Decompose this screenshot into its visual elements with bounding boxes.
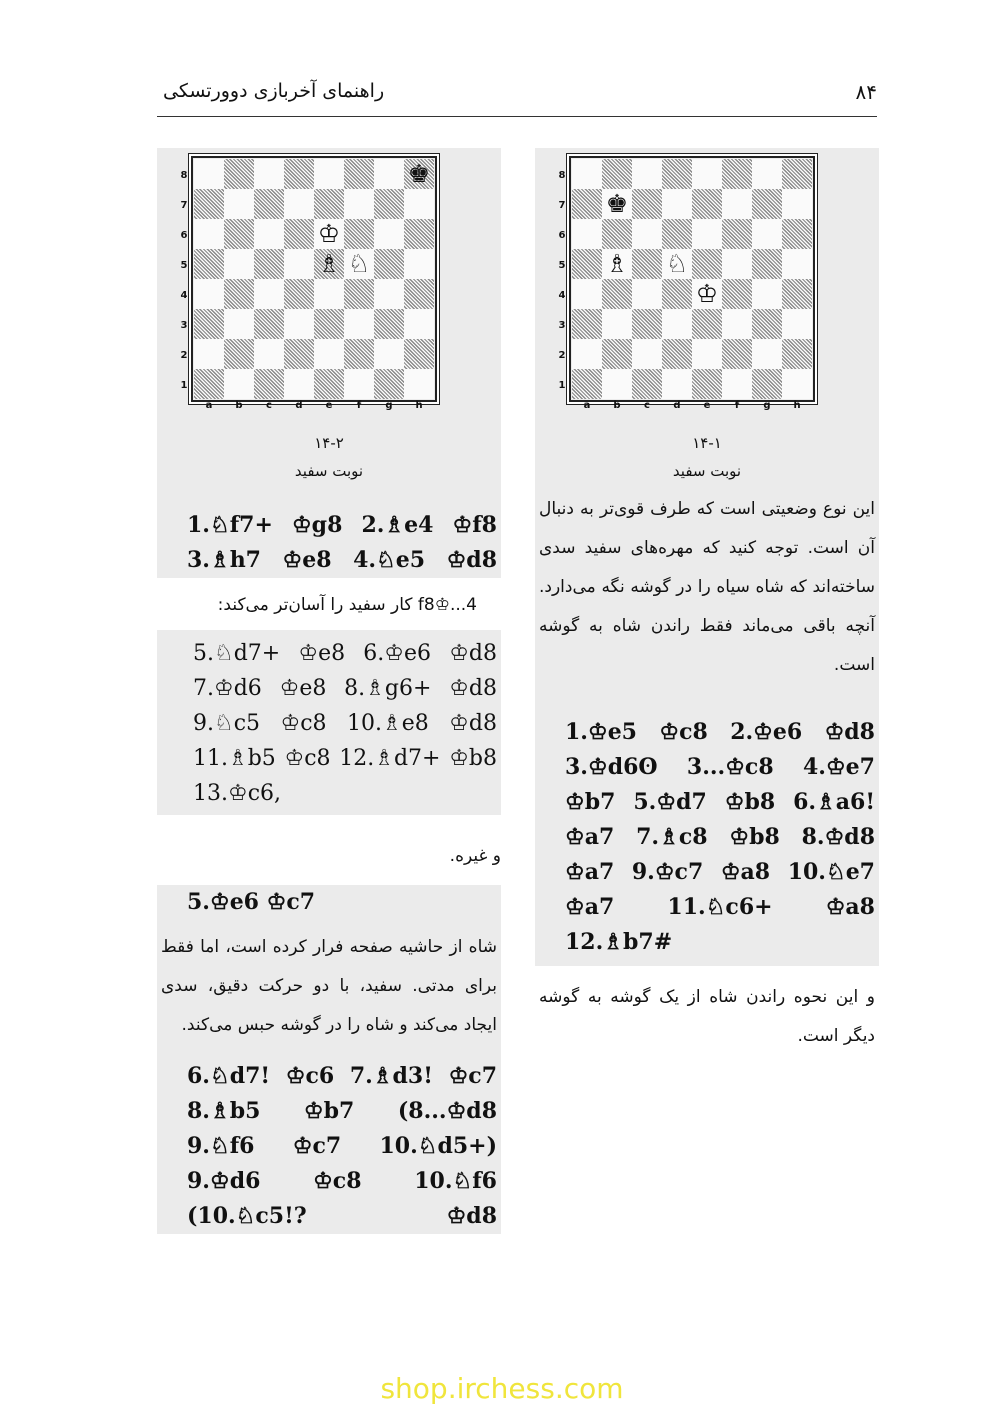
board-square	[284, 189, 314, 219]
board-square	[254, 339, 284, 369]
board-square	[404, 249, 434, 279]
chess-diagram-14-2	[157, 148, 501, 420]
rank-label: 5	[180, 260, 188, 271]
board-square	[692, 369, 722, 399]
board-square	[344, 369, 374, 399]
board-square	[662, 219, 692, 249]
board-square	[314, 279, 344, 309]
board-square	[602, 159, 632, 189]
board-square	[314, 189, 344, 219]
piece-b5: ♗	[605, 249, 629, 278]
rank-label: 7	[180, 200, 188, 211]
paragraph: شاه از حاشیه صفحه فرار کرده است، اما فقط برای مدتی. سفید، با دو حرکت دقیق، سدی ایجاد می‌کند و شاه را در گوشه حبس می‌کند.	[157, 920, 501, 1045]
diagram-number: ۱۴-۲	[314, 434, 344, 452]
rank-label: 6	[180, 230, 188, 241]
board-square	[254, 309, 284, 339]
rank-label: 5	[558, 260, 566, 271]
board-square	[722, 369, 752, 399]
move-line-2: 5.♘d7+ ♔e8 6.♔e6 ♔d8 7.♔d6 ♔e8 8.♗g6+ ♔d8 9.♘c5 ♔c8 10.♗e8 ♔d8 11.♗b5 ♔c8 12.♗d7+ ♔b8 13.♔c6,	[157, 630, 501, 815]
move-line-1: 1.♘f7+ ♔g8 2.♗e4 ♔f8 3.♗h7 ♔e8 4.♘e5 ♔d8	[157, 504, 501, 578]
paragraph-1: این نوع وضعیتی است که طرف قوی‌تر به دنبال آن است. توجه کنید که مهره‌های سفید سدی ساخته‌اند که شاه سیاه را در گوشه نگه می‌دارد. آنچه باقی می‌ماند فقط راندن شاه به گوشه است.	[539, 499, 875, 675]
board-square	[284, 309, 314, 339]
board-square	[692, 249, 722, 279]
board-square	[404, 309, 434, 339]
board-square	[782, 159, 812, 189]
board-square	[194, 309, 224, 339]
piece-b7: ♚	[605, 189, 629, 218]
rank-label: 3	[180, 320, 188, 331]
board-square	[224, 309, 254, 339]
file-label: g	[763, 400, 771, 411]
board-square	[692, 339, 722, 369]
page-number: ۸۴	[855, 80, 877, 104]
board-square	[284, 369, 314, 399]
board-square	[224, 369, 254, 399]
board-square	[602, 219, 632, 249]
board-square	[722, 189, 752, 219]
board-square	[224, 159, 254, 189]
board-square	[194, 279, 224, 309]
diagram-block-14-2	[157, 148, 501, 504]
file-label: h	[415, 400, 423, 411]
board-square	[572, 369, 602, 399]
board-square	[692, 189, 722, 219]
board-square	[314, 159, 344, 189]
board-square	[752, 219, 782, 249]
board-square	[632, 219, 662, 249]
board-square	[752, 249, 782, 279]
board-square	[632, 339, 662, 369]
board-square	[224, 339, 254, 369]
board-square	[284, 159, 314, 189]
diagram-number: ۱۴-۱	[692, 434, 722, 452]
board-square	[254, 279, 284, 309]
board-square	[572, 309, 602, 339]
board-square	[194, 159, 224, 189]
board-square	[752, 369, 782, 399]
piece-e4: ♔	[695, 279, 719, 308]
board-square	[404, 219, 434, 249]
board-square	[572, 219, 602, 249]
board-square	[284, 249, 314, 279]
file-label: a	[205, 400, 213, 411]
board-square	[632, 159, 662, 189]
piece-h8: ♚	[407, 159, 431, 188]
board-square	[752, 339, 782, 369]
board-square	[782, 189, 812, 219]
board-square	[254, 189, 284, 219]
board-square	[692, 309, 722, 339]
file-label: c	[644, 400, 650, 411]
file-label: d	[295, 400, 303, 411]
board-square	[404, 279, 434, 309]
board-square	[752, 279, 782, 309]
board-square	[284, 219, 314, 249]
piece-e6: ♔	[317, 219, 341, 248]
board-square	[404, 369, 434, 399]
board-square	[722, 219, 752, 249]
board-square	[224, 249, 254, 279]
board-square	[572, 279, 602, 309]
file-label: d	[673, 400, 681, 411]
board-square	[752, 159, 782, 189]
board-square	[602, 369, 632, 399]
move-line-3: 5.♔e6 ♔c7	[157, 885, 501, 920]
file-label: f	[356, 400, 362, 411]
move-line-4: 6.♘d7! ♔c6 7.♗d3! ♔c7 8.♗b5 ♔b7 (8...♔d8 9.♘f6 ♔c7 10.♘d5+) 9.♔d6 ♔c8 10.♘f6 (10.♘c5!? ♔d8	[157, 1045, 501, 1234]
board-square	[284, 279, 314, 309]
etc-note: و غیره.	[449, 846, 501, 866]
board-square	[344, 189, 374, 219]
board-square	[662, 339, 692, 369]
board-square	[194, 249, 224, 279]
board-square	[602, 309, 632, 339]
board-square	[722, 279, 752, 309]
board-square	[224, 279, 254, 309]
board-square	[782, 309, 812, 339]
board-square	[314, 369, 344, 399]
board-square	[404, 339, 434, 369]
chess-board	[569, 156, 815, 402]
board-square	[344, 309, 374, 339]
board-square	[752, 309, 782, 339]
rank-label: 1	[180, 380, 188, 391]
file-label: c	[266, 400, 272, 411]
board-square	[662, 309, 692, 339]
board-square	[632, 309, 662, 339]
book-title: راهنمای آخربازی دوورتسکی	[163, 80, 385, 102]
board-square	[572, 249, 602, 279]
board-square	[602, 339, 632, 369]
file-label: b	[613, 400, 621, 411]
footer-url: shop.irchess.com	[380, 1372, 624, 1405]
board-square	[284, 339, 314, 369]
board-square	[254, 219, 284, 249]
rank-label: 7	[558, 200, 566, 211]
board-square	[572, 189, 602, 219]
file-label: g	[385, 400, 393, 411]
file-label: b	[235, 400, 243, 411]
rank-label: 2	[180, 350, 188, 361]
board-square	[722, 249, 752, 279]
board-square	[782, 249, 812, 279]
right-column	[535, 148, 879, 1056]
board-square	[722, 339, 752, 369]
board-square	[662, 369, 692, 399]
board-square	[752, 189, 782, 219]
board-square	[782, 219, 812, 249]
piece-e5: ♗	[317, 249, 341, 278]
board-square	[722, 159, 752, 189]
board-square	[632, 369, 662, 399]
board-square	[344, 339, 374, 369]
board-square	[782, 339, 812, 369]
board-square	[374, 249, 404, 279]
board-square	[344, 279, 374, 309]
board-square	[314, 309, 344, 339]
board-square	[692, 219, 722, 249]
board-square	[632, 189, 662, 219]
board-square	[254, 249, 284, 279]
board-square	[404, 189, 434, 219]
file-label: a	[583, 400, 591, 411]
board-square	[344, 159, 374, 189]
rank-label: 4	[558, 290, 566, 301]
side-to-move: نوبت سفید	[294, 462, 364, 480]
board-square	[722, 309, 752, 339]
board-square	[692, 159, 722, 189]
rank-label: 4	[180, 290, 188, 301]
board-square	[254, 369, 284, 399]
board-square	[632, 279, 662, 309]
board-square	[344, 219, 374, 249]
board-square	[782, 279, 812, 309]
rank-label: 8	[180, 170, 188, 181]
board-square	[662, 189, 692, 219]
diagram-block-14-1	[535, 148, 879, 709]
board-square	[254, 159, 284, 189]
board-square	[374, 279, 404, 309]
side-to-move: نوبت سفید	[672, 462, 742, 480]
board-square	[194, 219, 224, 249]
board-square	[374, 369, 404, 399]
chess-diagram-14-1	[535, 148, 879, 420]
note-line: 4...♔f8 کار سفید را آسان‌تر می‌کند:	[217, 595, 477, 615]
board-square	[374, 189, 404, 219]
board-square	[662, 279, 692, 309]
board-square	[194, 369, 224, 399]
file-label: e	[703, 400, 711, 411]
file-label: h	[793, 400, 801, 411]
chess-board	[191, 156, 437, 402]
board-square	[374, 219, 404, 249]
piece-f5: ♘	[347, 249, 371, 278]
page-header	[157, 70, 877, 117]
file-label: e	[325, 400, 333, 411]
rank-label: 1	[558, 380, 566, 391]
board-square	[572, 339, 602, 369]
board-square	[602, 279, 632, 309]
board-square	[374, 339, 404, 369]
board-square	[374, 159, 404, 189]
board-square	[662, 159, 692, 189]
rank-label: 6	[558, 230, 566, 241]
board-square	[374, 309, 404, 339]
board-square	[224, 189, 254, 219]
piece-d5: ♘	[665, 249, 689, 278]
main-moves: 1.♔e5 ♔c8 2.♔e6 ♔d8 3.♔d6ʘ 3...♔c8 4.♔e7 ♔b7 5.♔d7 ♔b8 6.♗a6! ♔a7 7.♗c8 ♔b8 8.♔d8 ♔a7 9.♔c7 ♔a8 10.♘e7 ♔a7 11.♘c6+ ♔a8 12.♗b7#	[535, 709, 879, 966]
rank-label: 3	[558, 320, 566, 331]
paragraph-2: و این نحوه راندن شاه از یک گوشه به گوشه دیگر است.	[539, 987, 875, 1046]
board-square	[632, 249, 662, 279]
board-square	[224, 219, 254, 249]
board-square	[194, 339, 224, 369]
board-square	[572, 159, 602, 189]
board-square	[314, 339, 344, 369]
rank-label: 2	[558, 350, 566, 361]
board-square	[194, 189, 224, 219]
file-label: f	[734, 400, 740, 411]
board-square	[782, 369, 812, 399]
left-column	[157, 148, 501, 1234]
rank-label: 8	[558, 170, 566, 181]
